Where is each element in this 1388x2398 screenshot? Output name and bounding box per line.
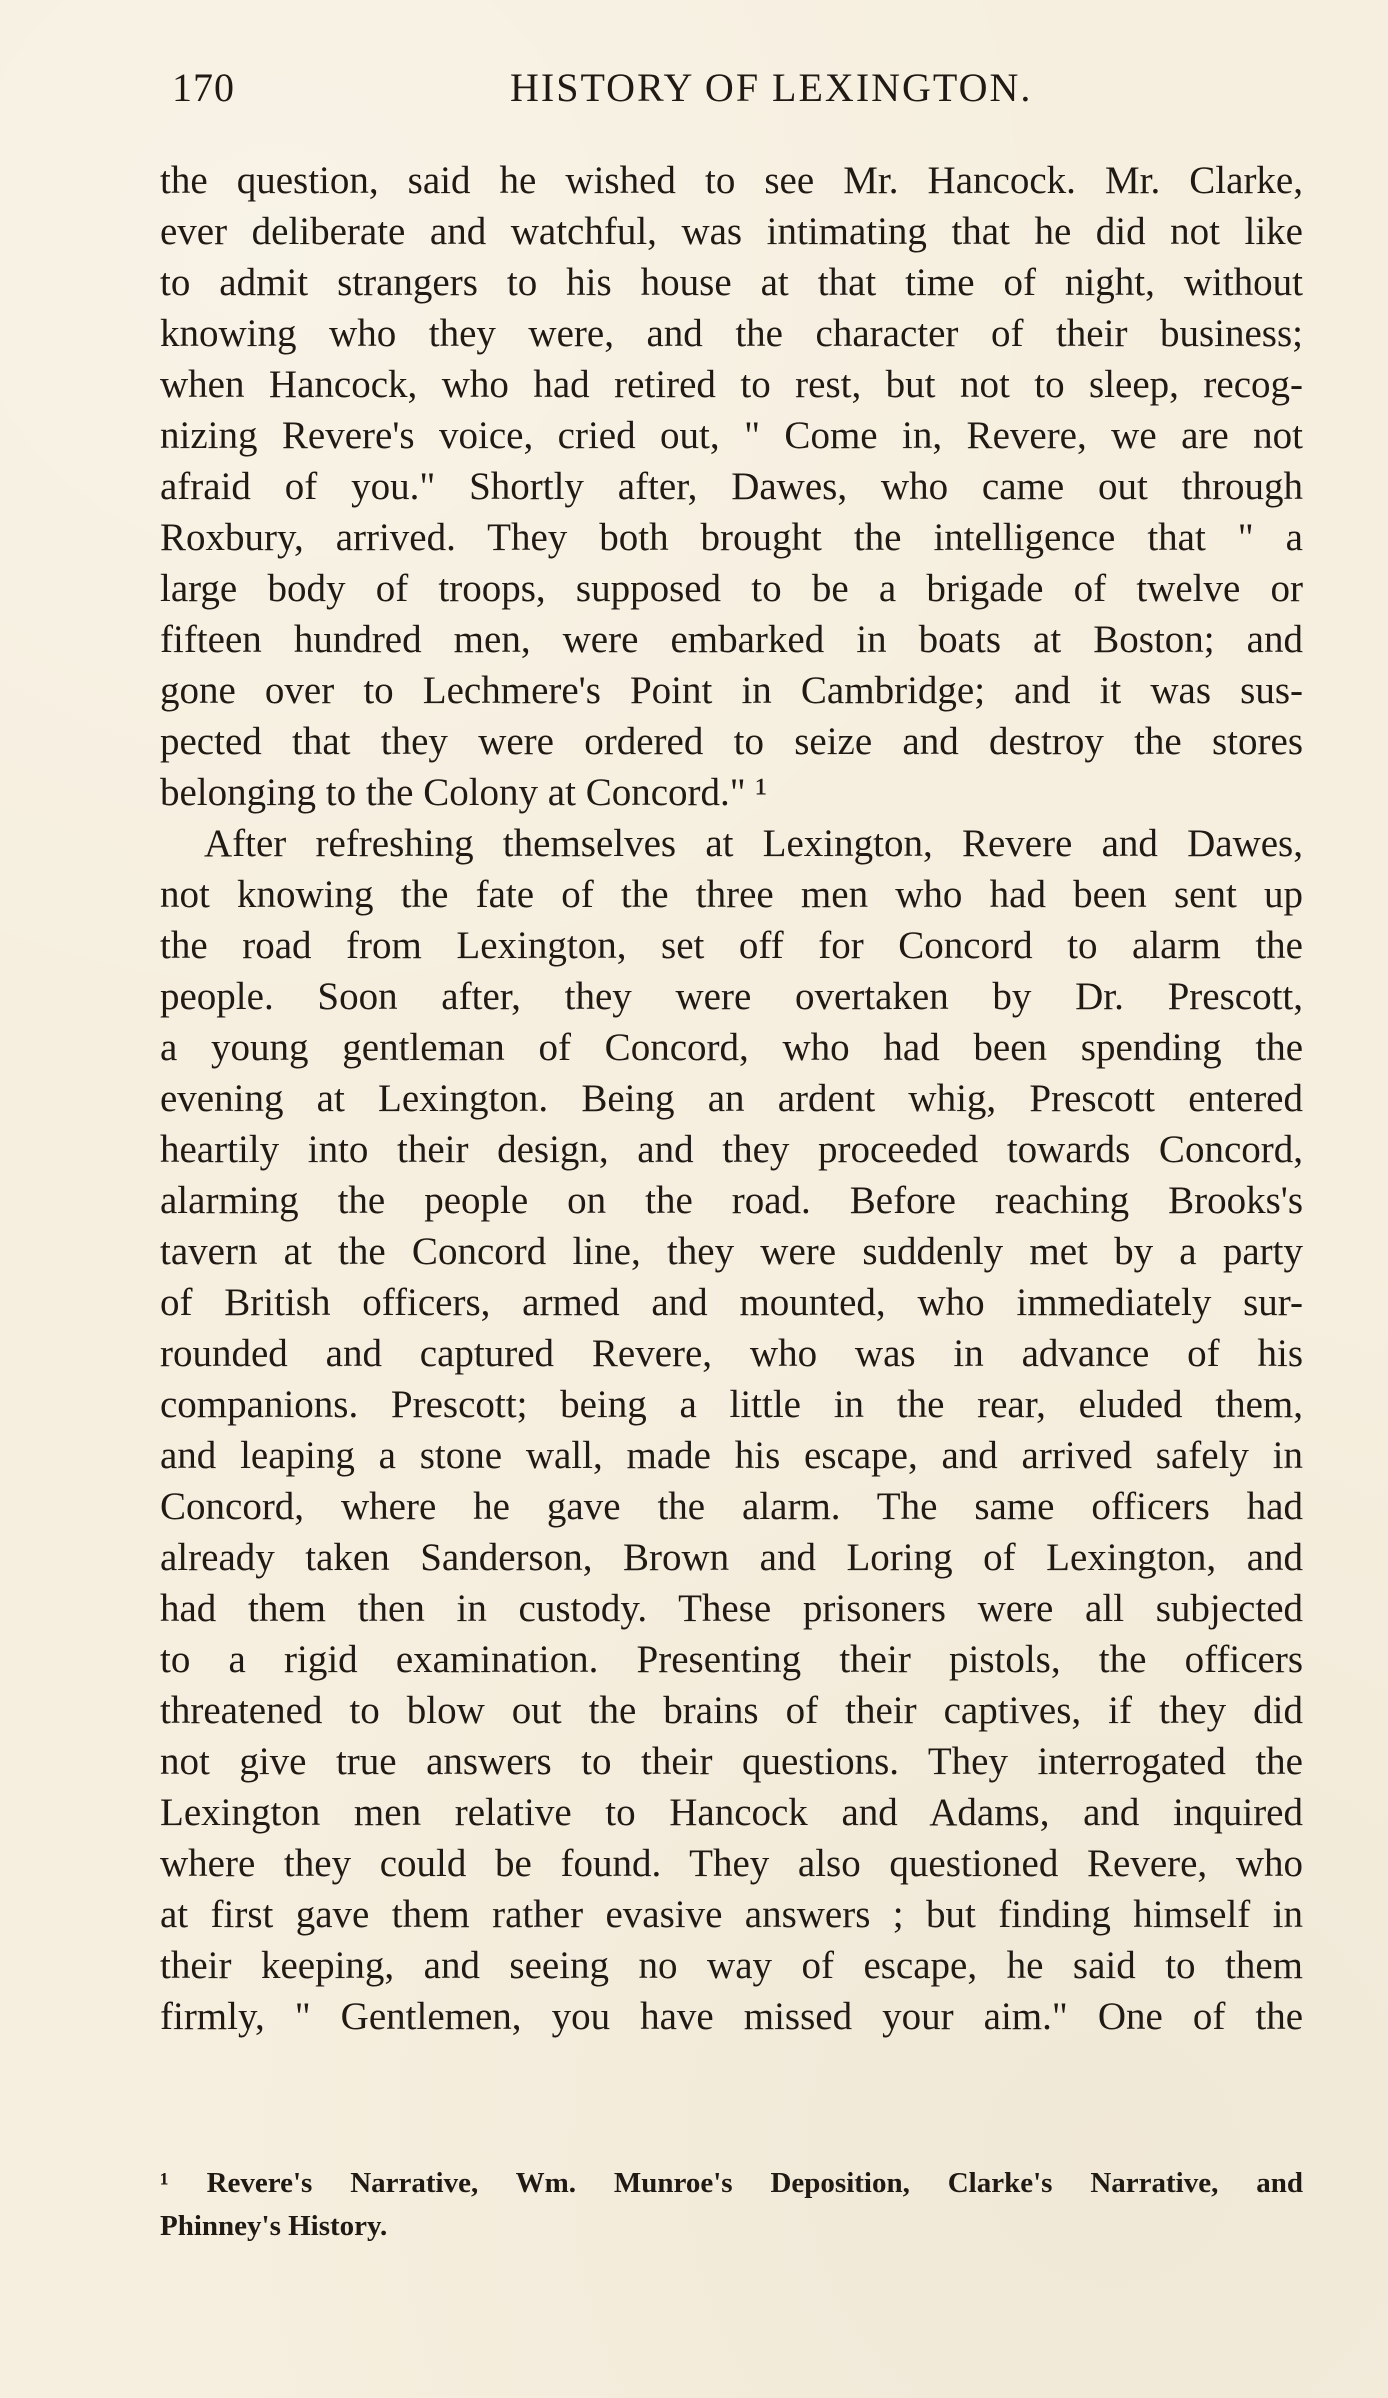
text-line: fifteen hundred men, were embarked in boats at Boston; and bbox=[160, 618, 1303, 661]
text-line: to a rigid examination. Presenting their pistols, the officers bbox=[160, 1638, 1303, 1681]
text-line: not give true answers to their questions. They interrogated the bbox=[160, 1740, 1303, 1783]
text-line: already taken Sanderson, Brown and Loring of Lexington, and bbox=[160, 1536, 1303, 1579]
text-line: Roxbury, arrived. They both brought the intelligence that " a bbox=[160, 516, 1303, 559]
text-line: pected that they were ordered to seize and destroy the stores bbox=[160, 720, 1303, 763]
text-line: large body of troops, supposed to be a brigade of twelve or bbox=[160, 567, 1303, 610]
text-line: knowing who they were, and the character of their business; bbox=[160, 312, 1303, 355]
text-line: gone over to Lechmere's Point in Cambridge; and it was sus- bbox=[160, 669, 1303, 712]
text-line: After refreshing themselves at Lexington, Revere and Dawes, bbox=[204, 822, 1303, 865]
text-line: and leaping a stone wall, made his escape, and arrived safely in bbox=[160, 1434, 1303, 1477]
page-number: 170 bbox=[172, 65, 235, 110]
text-line: to admit strangers to his house at that time of night, without bbox=[160, 261, 1303, 304]
text-line: where they could be found. They also questioned Revere, who bbox=[160, 1842, 1303, 1885]
text-line: rounded and captured Revere, who was in advance of his bbox=[160, 1332, 1303, 1375]
text-line: firmly, " Gentlemen, you have missed your aim." One of the bbox=[160, 1995, 1303, 2038]
text-line: people. Soon after, they were overtaken by Dr. Prescott, bbox=[160, 975, 1303, 1018]
text-line: the road from Lexington, set off for Concord to alarm the bbox=[160, 924, 1303, 967]
text-line: of British officers, armed and mounted, who immediately sur- bbox=[160, 1281, 1303, 1324]
running-title: HISTORY OF LEXINGTON. bbox=[510, 65, 1033, 110]
text-line: Concord, where he gave the alarm. The same officers had bbox=[160, 1485, 1303, 1528]
text-line: Lexington men relative to Hancock and Adams, and inquired bbox=[160, 1791, 1303, 1834]
text-line: evening at Lexington. Being an ardent whig, Prescott entered bbox=[160, 1077, 1303, 1120]
text-line: heartily into their design, and they proceeded towards Concord, bbox=[160, 1128, 1303, 1171]
text-line: alarming the people on the road. Before reaching Brooks's bbox=[160, 1179, 1303, 1222]
footnote-line: ¹ Revere's Narrative, Wm. Munroe's Deposition, Clarke's Narrative, and bbox=[160, 2167, 1303, 2199]
text-line: a young gentleman of Concord, who had been spending the bbox=[160, 1026, 1303, 1069]
text-line: nizing Revere's voice, cried out, " Come in, Revere, we are not bbox=[160, 414, 1303, 457]
text-line: had them then in custody. These prisoners were all subjected bbox=[160, 1587, 1303, 1630]
text-line: belonging to the Colony at Concord." ¹ bbox=[160, 771, 768, 814]
text-line: threatened to blow out the brains of their captives, if they did bbox=[160, 1689, 1303, 1732]
text-line: the question, said he wished to see Mr. Hancock. Mr. Clarke, bbox=[160, 159, 1303, 202]
text-line: afraid of you." Shortly after, Dawes, who came out through bbox=[160, 465, 1303, 508]
text-line: when Hancock, who had retired to rest, but not to sleep, recog- bbox=[160, 363, 1303, 406]
text-line: at first gave them rather evasive answers ; but finding himself in bbox=[160, 1893, 1303, 1936]
text-line: ever deliberate and watchful, was intimating that he did not like bbox=[160, 210, 1303, 253]
text-line: companions. Prescott; being a little in the rear, eluded them, bbox=[160, 1383, 1303, 1426]
footnote-line: Phinney's History. bbox=[160, 2210, 388, 2242]
text-line: their keeping, and seeing no way of escape, he said to them bbox=[160, 1944, 1303, 1987]
main-text bbox=[160, 155, 1303, 2042]
text-line: tavern at the Concord line, they were suddenly met by a party bbox=[160, 1230, 1303, 1273]
footnotes bbox=[160, 2162, 1303, 2248]
text-line: not knowing the fate of the three men who had been sent up bbox=[160, 873, 1303, 916]
page-header bbox=[172, 64, 1304, 112]
